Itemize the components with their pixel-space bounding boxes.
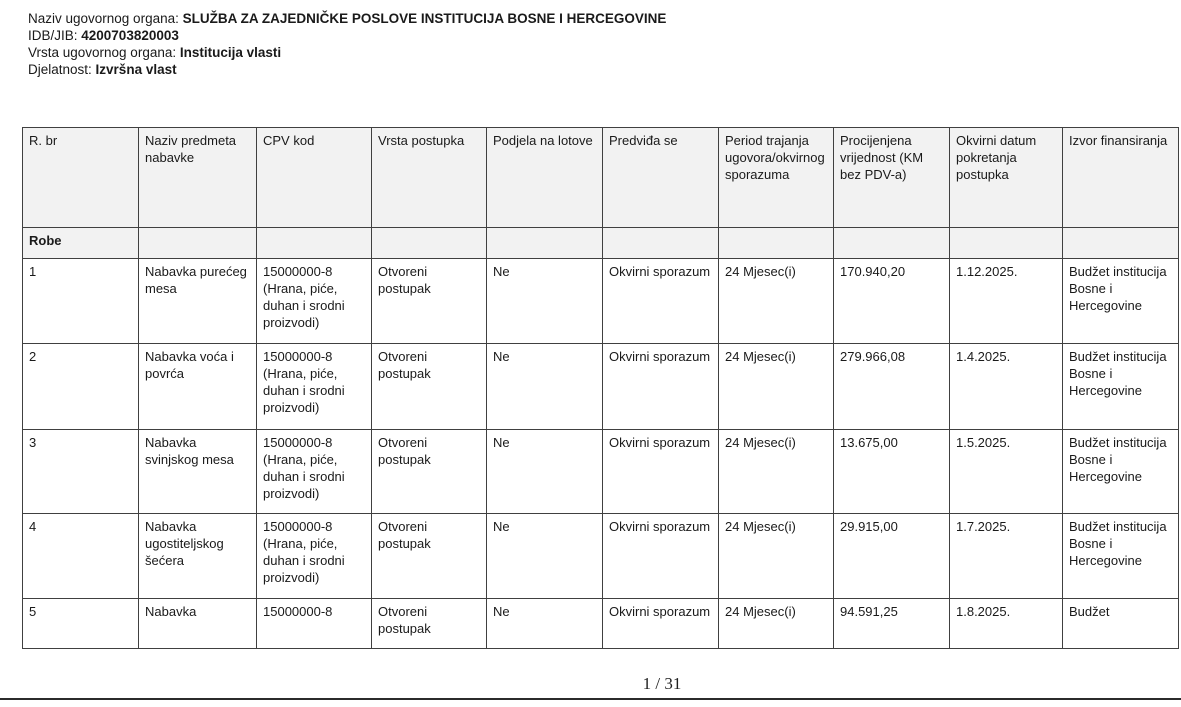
col-header-vrsta-postupka: Vrsta postupka bbox=[372, 128, 487, 228]
table-cell: 5 bbox=[23, 599, 139, 649]
authority-type-label: Vrsta ugovornog organa: bbox=[28, 45, 180, 60]
table-cell: Nabavka purećeg mesa bbox=[139, 259, 257, 344]
table-cell: 3 bbox=[23, 430, 139, 514]
col-header-izvor-finansiranja: Izvor finansiranja bbox=[1063, 128, 1179, 228]
table-cell: 1.8.2025. bbox=[950, 599, 1063, 649]
footer-divider bbox=[0, 698, 1181, 700]
col-header-period-trajanja: Period trajanja ugovora/okvirnog sporazuma bbox=[719, 128, 834, 228]
section-empty-cell bbox=[834, 228, 950, 259]
section-label: Robe bbox=[23, 228, 139, 259]
table-cell: Nabavka svinjskog mesa bbox=[139, 430, 257, 514]
table-cell: 24 Mjesec(i) bbox=[719, 259, 834, 344]
table-cell: Okvirni sporazum bbox=[603, 514, 719, 599]
table-cell: 170.940,20 bbox=[834, 259, 950, 344]
authority-name-line bbox=[28, 10, 666, 27]
table-cell: 15000000-8 (Hrana, piće, duhan i srodni proizvodi) bbox=[257, 344, 372, 430]
table-cell: 1.12.2025. bbox=[950, 259, 1063, 344]
procurement-plan-table bbox=[22, 127, 1179, 649]
table-cell: Ne bbox=[487, 599, 603, 649]
activity-value: Izvršna vlast bbox=[95, 62, 177, 77]
table-cell: 29.915,00 bbox=[834, 514, 950, 599]
section-empty-cell bbox=[950, 228, 1063, 259]
table-cell: 13.675,00 bbox=[834, 430, 950, 514]
table-cell: 24 Mjesec(i) bbox=[719, 514, 834, 599]
table-cell: 2 bbox=[23, 344, 139, 430]
section-row-robe bbox=[23, 228, 1179, 259]
table-cell: 4 bbox=[23, 514, 139, 599]
section-empty-cell bbox=[257, 228, 372, 259]
authority-type-line bbox=[28, 44, 666, 61]
table-cell: Budžet institucija Bosne i Hercegovine bbox=[1063, 259, 1179, 344]
col-header-podjela-na-lotove: Podjela na lotove bbox=[487, 128, 603, 228]
idb-jib-line bbox=[28, 27, 666, 44]
table-cell: Okvirni sporazum bbox=[603, 430, 719, 514]
section-empty-cell bbox=[487, 228, 603, 259]
table-cell: Budžet institucija Bosne i Hercegovine bbox=[1063, 514, 1179, 599]
table-cell: Okvirni sporazum bbox=[603, 344, 719, 430]
table-cell: 24 Mjesec(i) bbox=[719, 344, 834, 430]
table-cell: Budžet bbox=[1063, 599, 1179, 649]
section-empty-cell bbox=[603, 228, 719, 259]
table-cell: Nabavka ugostiteljskog šećera bbox=[139, 514, 257, 599]
table-cell: Ne bbox=[487, 259, 603, 344]
table-cell: 15000000-8 (Hrana, piće, duhan i srodni proizvodi) bbox=[257, 514, 372, 599]
table-cell: Nabavka voća i povrća bbox=[139, 344, 257, 430]
col-header-cpv-kod: CPV kod bbox=[257, 128, 372, 228]
table-cell: 24 Mjesec(i) bbox=[719, 599, 834, 649]
section-empty-cell bbox=[719, 228, 834, 259]
table-cell: Otvoreni postupak bbox=[372, 430, 487, 514]
table-cell: Okvirni sporazum bbox=[603, 599, 719, 649]
idb-jib-label: IDB/JIB: bbox=[28, 28, 82, 43]
table-cell: 1.5.2025. bbox=[950, 430, 1063, 514]
section-empty-cell bbox=[139, 228, 257, 259]
section-empty-cell bbox=[372, 228, 487, 259]
activity-line bbox=[28, 61, 666, 78]
col-header-okvirni-datum: Okvirni datum pokretanja postupka bbox=[950, 128, 1063, 228]
table-cell: Otvoreni postupak bbox=[372, 344, 487, 430]
table-cell: 1.7.2025. bbox=[950, 514, 1063, 599]
table-cell: Otvoreni postupak bbox=[372, 259, 487, 344]
table-cell: Okvirni sporazum bbox=[603, 259, 719, 344]
table-cell: Ne bbox=[487, 344, 603, 430]
table-cell: Ne bbox=[487, 514, 603, 599]
authority-name-value: SLUŽBA ZA ZAJEDNIČKE POSLOVE INSTITUCIJA BOSNE I HERCEGOVINE bbox=[182, 11, 667, 26]
table-cell: 1.4.2025. bbox=[950, 344, 1063, 430]
table-header-row bbox=[23, 128, 1179, 228]
table-cell: 15000000-8 (Hrana, piće, duhan i srodni proizvodi) bbox=[257, 259, 372, 344]
col-header-procijenjena-vrijednost: Procijenjena vrijednost (KM bez PDV-a) bbox=[834, 128, 950, 228]
idb-jib-value: 4200703820003 bbox=[81, 28, 179, 43]
page-number-indicator: 1 / 31 bbox=[642, 674, 682, 693]
table-cell: 279.966,08 bbox=[834, 344, 950, 430]
table-row bbox=[23, 344, 1179, 430]
table-cell: Otvoreni postupak bbox=[372, 599, 487, 649]
table-cell: 15000000-8 bbox=[257, 599, 372, 649]
contracting-authority-info bbox=[28, 10, 666, 78]
col-header-naziv-predmeta: Naziv predmeta nabavke bbox=[139, 128, 257, 228]
table-row-truncated bbox=[23, 599, 1179, 649]
table-row bbox=[23, 514, 1179, 599]
table-cell: 24 Mjesec(i) bbox=[719, 430, 834, 514]
table-cell: Budžet institucija Bosne i Hercegovine bbox=[1063, 430, 1179, 514]
table-cell: Budžet institucija Bosne i Hercegovine bbox=[1063, 344, 1179, 430]
activity-label: Djelatnost: bbox=[28, 62, 96, 77]
table-cell: 94.591,25 bbox=[834, 599, 950, 649]
table-cell: Ne bbox=[487, 430, 603, 514]
table-cell: 15000000-8 (Hrana, piće, duhan i srodni proizvodi) bbox=[257, 430, 372, 514]
table-cell: Nabavka bbox=[139, 599, 257, 649]
section-empty-cell bbox=[1063, 228, 1179, 259]
table-cell: Otvoreni postupak bbox=[372, 514, 487, 599]
table-row bbox=[23, 259, 1179, 344]
col-header-rbr: R. br bbox=[23, 128, 139, 228]
table-row bbox=[23, 430, 1179, 514]
authority-type-value: Institucija vlasti bbox=[179, 45, 282, 60]
table-cell: 1 bbox=[23, 259, 139, 344]
col-header-predvidja-se: Predviđa se bbox=[603, 128, 719, 228]
authority-name-label: Naziv ugovornog organa: bbox=[28, 11, 183, 26]
